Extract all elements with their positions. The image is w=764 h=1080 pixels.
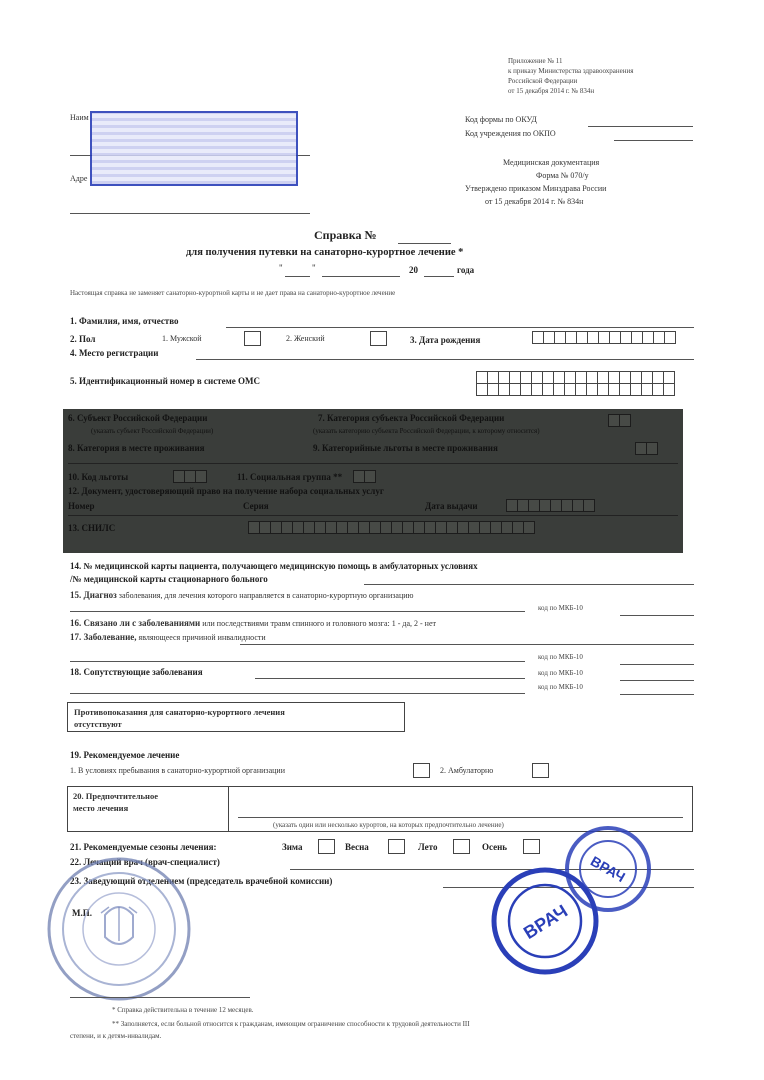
field-9-benefits: 9. Категорийные льготы в месте проживания (313, 443, 498, 453)
field-12-issue-date: Дата выдачи (425, 501, 478, 511)
birth-date-cell[interactable] (664, 331, 676, 344)
contraindications-box (67, 702, 405, 732)
field-17-line-1 (240, 644, 694, 645)
contraindications-line-1: Противопоказания для санаторно-курортного лечения (74, 707, 285, 717)
sex-female-checkbox[interactable] (370, 331, 387, 346)
stamp-place-label: М.П. (72, 908, 92, 918)
date-quote-close: " (312, 263, 316, 273)
org-address-label: Адре (70, 174, 88, 183)
okpo-label: Код учреждения по ОКПО (465, 129, 556, 138)
field-17-icd-line (620, 664, 694, 665)
field-15-icd-label: код по МКБ-10 (538, 604, 583, 612)
document-title: Справка № (314, 228, 377, 242)
season-winter-checkbox[interactable] (318, 839, 335, 854)
footnote-rule (70, 997, 250, 998)
field-18-comorbid: 18. Сопутствующие заболевания (70, 667, 203, 677)
field-19-option-1-checkbox[interactable] (413, 763, 430, 778)
redaction-stamp (90, 111, 298, 186)
date-year-prefix: 20 (409, 265, 418, 275)
field-4-registration: 4. Место регистрации (70, 348, 159, 358)
field-14-card-outpatient: 14. № медицинской карты пациента, получающего медицинскую помощь в амбулаторных условиях (70, 561, 478, 571)
field-18-icd-line-2 (620, 694, 694, 695)
org-address-line (70, 213, 310, 214)
field-15-text: заболевания, для лечения которого направляется в санаторно-курортную организацию (118, 591, 414, 600)
field-20-label-2: место лечения (73, 803, 129, 813)
field-3-birth-date: 3. Дата рождения (410, 335, 481, 345)
field-19-option-2-checkbox[interactable] (532, 763, 549, 778)
field-17-line-2 (70, 661, 525, 662)
doctor-stamp-large-text: ВРАЧ (520, 900, 572, 943)
field-15-icd-line (620, 615, 694, 616)
doctor-stamp-small (563, 824, 653, 914)
field-6-subject: 6. Субъект Российской Федерации (68, 413, 208, 423)
field-1-fio: 1. Фамилия, имя, отчество (70, 316, 179, 326)
season-summer-label: Лето (418, 842, 438, 852)
med-doc-date: от 15 декабря 2014 г. № 834н (485, 197, 584, 206)
field-15-label: 15. Диагноз (70, 590, 117, 600)
field-20-hint: (указать один или несколько курортов, на которых предпочтительно лечение) (273, 821, 504, 829)
appendix-line-4: от 15 декабря 2014 г. № 834н (508, 87, 595, 95)
sex-male-label: 1. Мужской (162, 334, 202, 343)
footnote-2b: степени, и к детям-инвалидам. (70, 1032, 162, 1040)
season-summer-checkbox[interactable] (453, 839, 470, 854)
field-19-option-2: 2. Амбулаторно (440, 766, 494, 775)
med-doc-approved: Утверждено приказом Минздрава России (465, 184, 607, 193)
date-year-line (424, 276, 454, 277)
field-20-input-line[interactable] (238, 817, 683, 818)
field-17-disability (70, 632, 266, 642)
field-5-oms: 5. Идентификационный номер в системе ОМС (70, 376, 260, 386)
field-17-label: 17. Заболевание, (70, 632, 137, 642)
birth-date-cells[interactable] (532, 331, 675, 344)
field-14-card-inpatient: /№ медицинской карты стационарного больного (70, 574, 268, 584)
field-19-option-1: 1. В условиях пребывания в санаторно-курортной организации (70, 766, 285, 775)
field-7-hint: (указать категорию субъекта Российской Федерации, к которому относится) (313, 427, 540, 435)
org-name-label: Наим (70, 113, 89, 122)
appendix-line-1: Приложение № 11 (508, 57, 563, 65)
official-seal (45, 855, 193, 1003)
field-18-line-2 (70, 693, 525, 694)
field-15-diagnosis (70, 590, 414, 600)
field-11-social-group: 11. Социальная группа ** (237, 472, 343, 482)
season-spring-checkbox[interactable] (388, 839, 405, 854)
date-month-line (322, 276, 400, 277)
field-20-label-1: 20. Предпочтительное (73, 791, 158, 801)
season-autumn-checkbox[interactable] (523, 839, 540, 854)
field-16-text: или последствиями травм спинного и головного мозга: 1 - да, 2 - нет (202, 619, 437, 628)
field-12-number: Номер (68, 501, 95, 511)
document-subtitle: для получения путевки на санаторно-курортное лечение * (186, 247, 464, 258)
field-16-label: 16. Связано ли с заболеваниями (70, 618, 201, 628)
redacted-section (63, 409, 683, 553)
field-21-seasons: 21. Рекомендуемые сезоны лечения: (70, 842, 217, 852)
season-winter-label: Зима (282, 842, 303, 852)
oms-cells-row-2[interactable] (476, 383, 674, 396)
field-6-hint: (указать субъект Российской Федерации) (91, 427, 214, 435)
okud-label: Код формы по ОКУД (465, 115, 537, 124)
field-7-category: 7. Категория субъекта Российской Федерации (318, 413, 505, 423)
season-spring-label: Весна (345, 842, 369, 852)
field-8-category: 8. Категория в месте проживания (68, 443, 205, 453)
field-15-line (70, 611, 525, 612)
footnote-1: * Справка действительна в течение 12 месяцев. (112, 1006, 254, 1014)
med-doc-form: Форма № 070/у (536, 171, 589, 180)
sex-female-label: 2. Женский (286, 334, 325, 343)
field-23-head: 23. Заведующий отделением (председатель врачебной комиссии) (70, 876, 333, 886)
field-12-series: Серия (243, 501, 269, 511)
field-2-sex: 2. Пол (70, 334, 96, 344)
okud-line (588, 126, 693, 127)
field-18-icd-line-1 (620, 680, 694, 681)
med-doc-line-1: Медицинская документация (503, 158, 600, 167)
notice-text: Настоящая справка не заменяет санаторно-курортной карты и не дает права на санаторно-курортное лечение (70, 289, 396, 297)
field-10-benefit-code: 10. Код льготы (68, 472, 129, 482)
field-18-line-1 (255, 678, 525, 679)
season-autumn-label: Осень (482, 842, 508, 852)
field-17-text: являющееся причиной инвалидности (138, 633, 266, 642)
field-18-icd-label-2: код по МКБ-10 (538, 683, 583, 691)
field-14-line (364, 584, 694, 585)
field-22-doctor: 22. Лечащий врач (врач-специалист) (70, 857, 220, 867)
title-number-line (398, 243, 451, 244)
field-18-icd-label-1: код по МКБ-10 (538, 669, 583, 677)
appendix-line-3: Российской Федерации (508, 77, 578, 85)
sex-male-checkbox[interactable] (244, 331, 261, 346)
field-19-recommended: 19. Рекомендуемое лечение (70, 750, 180, 760)
field-12-document: 12. Документ, удостоверяющий право на получение набора социальных услуг (68, 486, 384, 496)
date-year-suffix: года (457, 265, 475, 275)
field-17-icd-label: код по МКБ-10 (538, 653, 583, 661)
okpo-line (614, 140, 693, 141)
oms-cell[interactable] (663, 383, 675, 396)
date-quote-open: " (279, 263, 283, 273)
footnote-2a: ** Заполняется, если больной относится к гражданам, имеющим ограничение способности к трудовой деятельности III (112, 1020, 470, 1028)
doctor-stamp-small-text: ВРАЧ (587, 852, 629, 886)
field-4-line (196, 359, 694, 360)
appendix-line-2: к приказу Министерства здравоохранения (508, 67, 634, 75)
date-day-line (285, 276, 310, 277)
contraindications-line-2: отсутствуют (74, 719, 122, 729)
field-13-snils: 13. СНИЛС (68, 523, 116, 533)
field-16-spine (70, 618, 436, 628)
field-1-line (226, 327, 694, 328)
